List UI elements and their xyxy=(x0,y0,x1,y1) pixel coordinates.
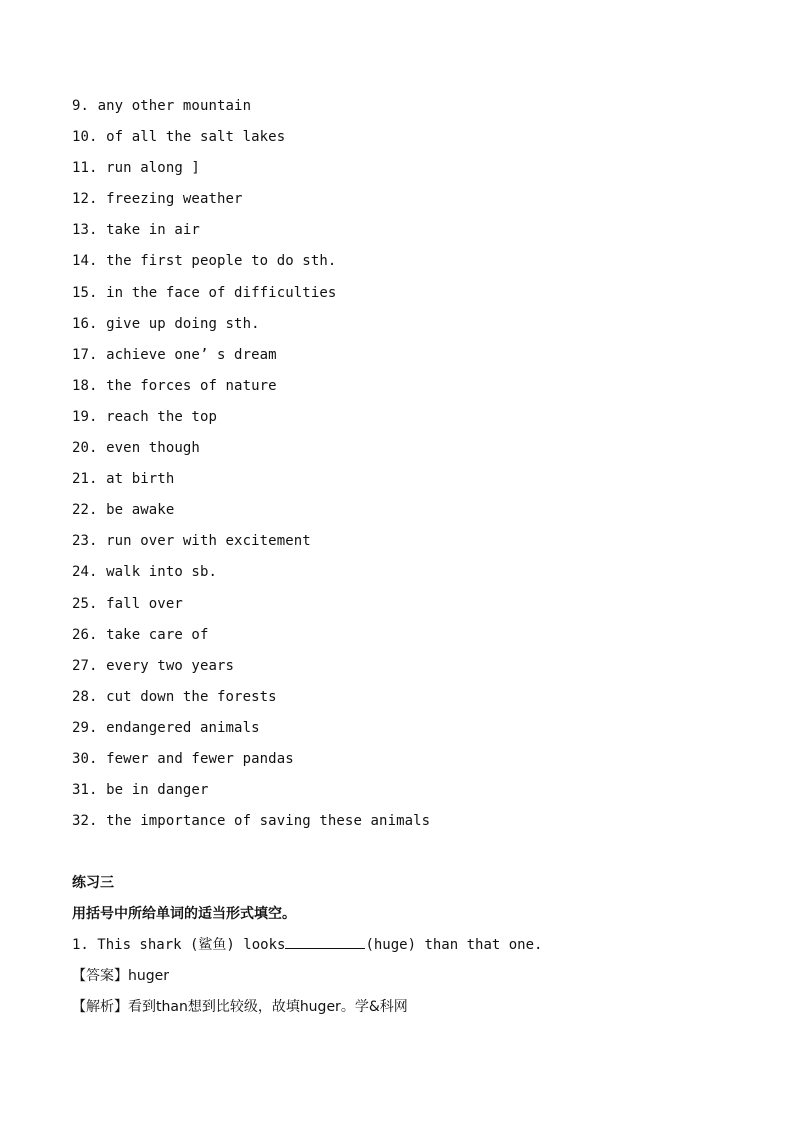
list-item-text: freezing weather xyxy=(106,191,243,208)
list-item-text: endangered animals xyxy=(106,719,260,736)
list-item-number: 32. xyxy=(72,813,98,830)
list-item xyxy=(72,561,430,592)
list-item-number: 14. xyxy=(72,253,98,270)
phrase-list xyxy=(72,95,430,841)
list-item-text: the first people to do sth. xyxy=(106,253,337,270)
analysis-value: 看到than想到比较级，故填huger。学&科网 xyxy=(128,999,408,1015)
list-item-text: the importance of saving these animals xyxy=(106,813,431,830)
list-item xyxy=(72,686,430,717)
list-item-text: reach the top xyxy=(106,408,217,425)
list-item xyxy=(72,624,430,655)
list-item-number: 11. xyxy=(72,160,98,177)
list-item-text: in the face of difficulties xyxy=(106,284,337,301)
question-suffix: (huge) than that one. xyxy=(365,937,543,953)
list-item-number: 27. xyxy=(72,657,98,674)
list-item-number: 22. xyxy=(72,502,98,519)
list-item-number: 9. xyxy=(72,98,90,114)
analysis-label: 【解析】 xyxy=(72,999,128,1015)
list-item xyxy=(72,313,430,344)
list-item-text: any other mountain xyxy=(97,98,252,114)
question-1 xyxy=(72,934,542,965)
list-item xyxy=(72,95,430,126)
list-item-number: 26. xyxy=(72,626,98,643)
list-item xyxy=(72,282,430,313)
analysis-line xyxy=(72,996,542,1027)
answer-label: 【答案】 xyxy=(72,968,128,984)
list-item-number: 16. xyxy=(72,315,98,332)
list-item xyxy=(72,468,430,499)
list-item xyxy=(72,250,430,281)
list-item-text: every two years xyxy=(106,657,235,674)
list-item-number: 21. xyxy=(72,471,98,488)
answer-value: huger xyxy=(128,968,170,984)
list-item-number: 20. xyxy=(72,440,98,457)
list-item-number: 17. xyxy=(72,346,98,363)
list-item-number: 31. xyxy=(72,782,98,799)
list-item-text: run along ] xyxy=(106,160,200,177)
exercise-title: 练习三 xyxy=(72,875,114,891)
list-item-text: fewer and fewer pandas xyxy=(106,750,294,767)
list-item-text: be in danger xyxy=(106,782,209,799)
list-item xyxy=(72,188,430,219)
list-item-text: take care of xyxy=(106,626,209,643)
list-item xyxy=(72,344,430,375)
question-prefix: 1. This shark (鲨鱼) looks xyxy=(72,937,286,953)
list-item xyxy=(72,779,430,810)
list-item-text: give up doing sth. xyxy=(106,315,260,332)
answer-blank xyxy=(285,934,365,949)
list-item-text: walk into sb. xyxy=(106,564,217,581)
list-item xyxy=(72,157,430,188)
list-item-text: at birth xyxy=(106,471,175,488)
list-item xyxy=(72,126,430,157)
list-item xyxy=(72,499,430,530)
list-item-text: be awake xyxy=(106,502,175,519)
answer-line xyxy=(72,965,542,996)
list-item xyxy=(72,748,430,779)
list-item-text: cut down the forests xyxy=(106,688,277,705)
list-item-number: 28. xyxy=(72,688,98,705)
list-item-number: 19. xyxy=(72,408,98,425)
list-item-text: of all the salt lakes xyxy=(106,129,286,146)
list-item xyxy=(72,593,430,624)
list-item-text: take in air xyxy=(106,222,200,239)
list-item-number: 29. xyxy=(72,719,98,736)
list-item-number: 10. xyxy=(72,129,98,146)
list-item-number: 23. xyxy=(72,533,98,550)
list-item-number: 13. xyxy=(72,222,98,239)
list-item-text: fall over xyxy=(106,595,183,612)
list-item-number: 30. xyxy=(72,750,98,767)
list-item xyxy=(72,655,430,686)
list-item-number: 15. xyxy=(72,284,98,301)
list-item xyxy=(72,406,430,437)
list-item-number: 18. xyxy=(72,377,98,394)
list-item-number: 24. xyxy=(72,564,98,581)
list-item xyxy=(72,375,430,406)
list-item xyxy=(72,219,430,250)
list-item-text: even though xyxy=(106,440,200,457)
list-item xyxy=(72,437,430,468)
list-item xyxy=(72,717,430,748)
list-item-number: 25. xyxy=(72,595,98,612)
exercise-instruction: 用括号中所给单词的适当形式填空。 xyxy=(72,906,296,922)
list-item-text: achieve one’ s dream xyxy=(106,346,277,363)
exercise-section xyxy=(72,872,542,1027)
list-item-number: 12. xyxy=(72,191,98,208)
list-item xyxy=(72,530,430,561)
list-item-text: the forces of nature xyxy=(106,377,277,394)
list-item xyxy=(72,810,430,841)
list-item-text: run over with excitement xyxy=(106,533,311,550)
